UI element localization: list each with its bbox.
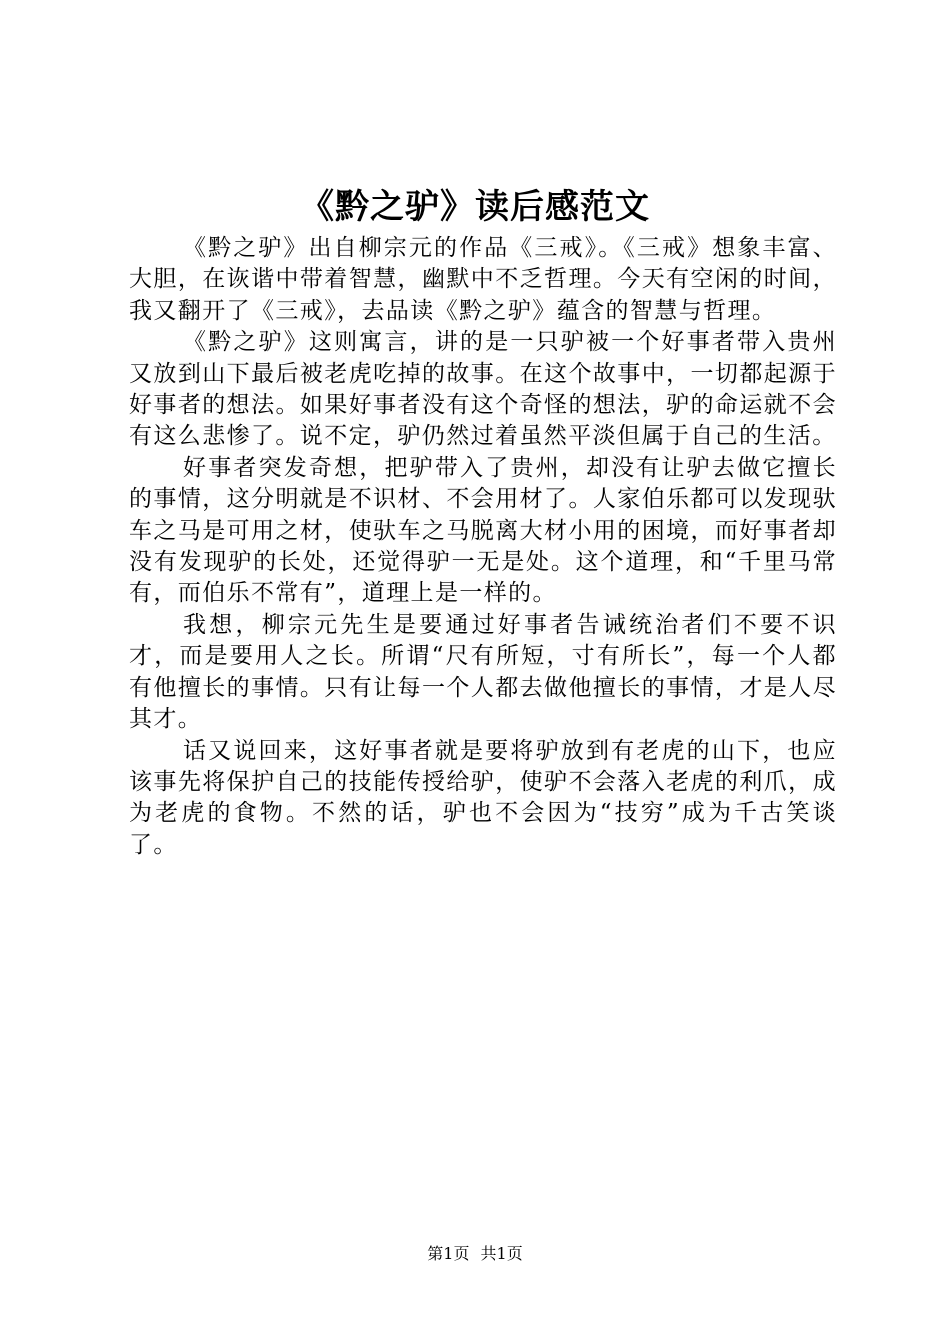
paragraph-1: 《黔之驴》出自柳宗元的作品《三戒》。《三戒》想象丰富、大胆，在诙谐中带着智慧，幽默中不乏哲理。今天有空闲的时间，我又翻开了《三戒》，去品读《黔之驴》蕴含的智慧与哲理。 [129, 235, 837, 324]
paragraph-4: 我想，柳宗元先生是要通过好事者告诫统治者们不要不识才，而是要用人之长。所谓“尺有所短，寸有所长”，每一个人都有他擅长的事情。只有让每一个人都去做他擅长的事情，才是人尽其才。 [129, 611, 837, 733]
paragraph-5: 话又说回来，这好事者就是要将驴放到有老虎的山下，也应该事先将保护自己的技能传授给驴，使驴不会落入老虎的利爪，成为老虎的食物。不然的话，驴也不会因为“技穷”成为千古笑谈了。 [129, 737, 837, 858]
page-number: 第1页 [427, 1244, 470, 1263]
paragraph-3: 好事者突发奇想，把驴带入了贵州，却没有让驴去做它擅长的事情，这分明就是不识材、不会用材了。人家伯乐都可以发现驮车之马是可用之材，使驮车之马脱离大材小用的困境，而好事者却没有发现驴的长处，还觉得驴一无是处。这个道理，和“千里马常有，而伯乐不常有”，道理上是一样的。 [129, 454, 837, 607]
document-title: 《黔之驴》读后感范文 [300, 187, 650, 227]
document-body [129, 233, 837, 861]
page-total: 共1页 [480, 1244, 523, 1263]
page-footer [0, 1242, 950, 1266]
paragraph-2: 《黔之驴》这则寓言，讲的是一只驴被一个好事者带入贵州又放到山下最后被老虎吃掉的故事。在这个故事中，一切都起源于好事者的想法。如果好事者没有这个奇怪的想法，驴的命运就不会有这么悲惨了。说不定，驴仍然过着虽然平淡但属于自己的生活。 [129, 329, 837, 450]
